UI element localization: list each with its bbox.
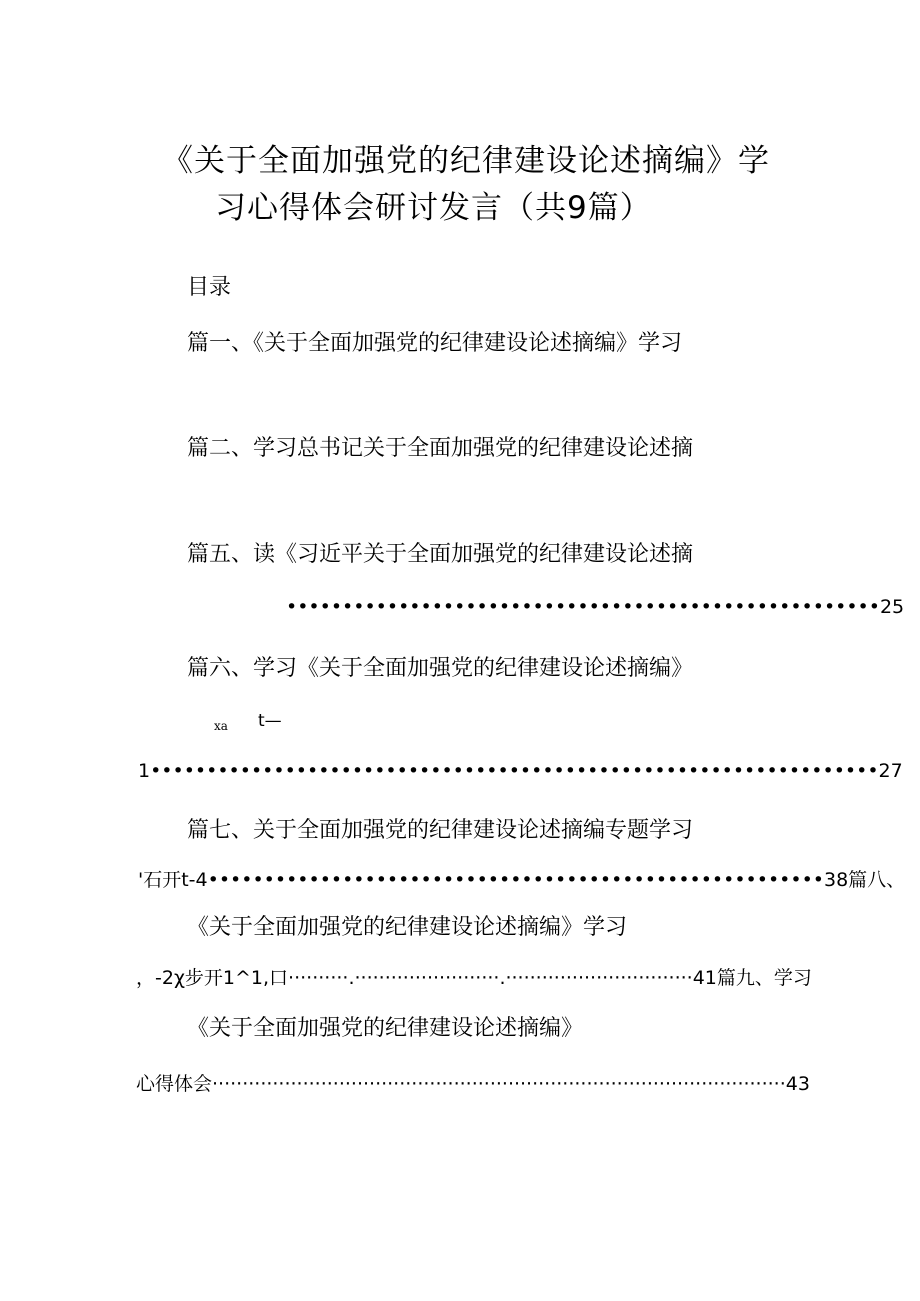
toc-leader-9: 心得体会·······························································································43 bbox=[136, 1073, 810, 1095]
toc-leader-8: ，-2χ步开1^1,口··········.························.·······························41篇九、学习 bbox=[136, 967, 812, 989]
toc-leader-6: 1•••••••••••••••••••••••••••••••••••••••••••••••••••••••••••••••••27 bbox=[138, 760, 903, 782]
document-title-line-1: 《关于全面加强党的纪律建设论述摘编》学 bbox=[162, 143, 770, 179]
toc-entry-2[interactable]: 篇二、学习总书记关于全面加强党的纪律建设论述摘 bbox=[187, 436, 694, 461]
toc-leader-5: •••••••••••••••••••••••••••••••••••••••••••••••••••••25 bbox=[286, 596, 905, 618]
toc-heading: 目录 bbox=[187, 275, 232, 300]
document-title-line-2: 习心得体会研讨发言（共9篇） bbox=[215, 190, 652, 226]
toc-entry-7[interactable]: 篇七、关于全面加强党的纪律建设论述摘编专题学习 bbox=[187, 818, 694, 843]
scan-artifact-t: t— bbox=[258, 711, 282, 731]
toc-entry-8[interactable]: 《关于全面加强党的纪律建设论述摘编》学习 bbox=[187, 915, 628, 940]
toc-leader-7: '石开t-4•••••••••••••••••••••••••••••••••••••••••••••••••••••••38篇八、 bbox=[138, 869, 906, 891]
toc-entry-5[interactable]: 篇五、读《习近平关于全面加强党的纪律建设论述摘 bbox=[187, 542, 694, 567]
scan-artifact-xa: xa bbox=[214, 719, 228, 733]
toc-entry-9[interactable]: 《关于全面加强党的纪律建设论述摘编》 bbox=[187, 1016, 584, 1041]
toc-entry-6[interactable]: 篇六、学习《关于全面加强党的纪律建设论述摘编》 bbox=[187, 656, 694, 681]
toc-entry-1[interactable]: 篇一、《关于全面加强党的纪律建设论述摘编》学习 bbox=[187, 331, 683, 356]
